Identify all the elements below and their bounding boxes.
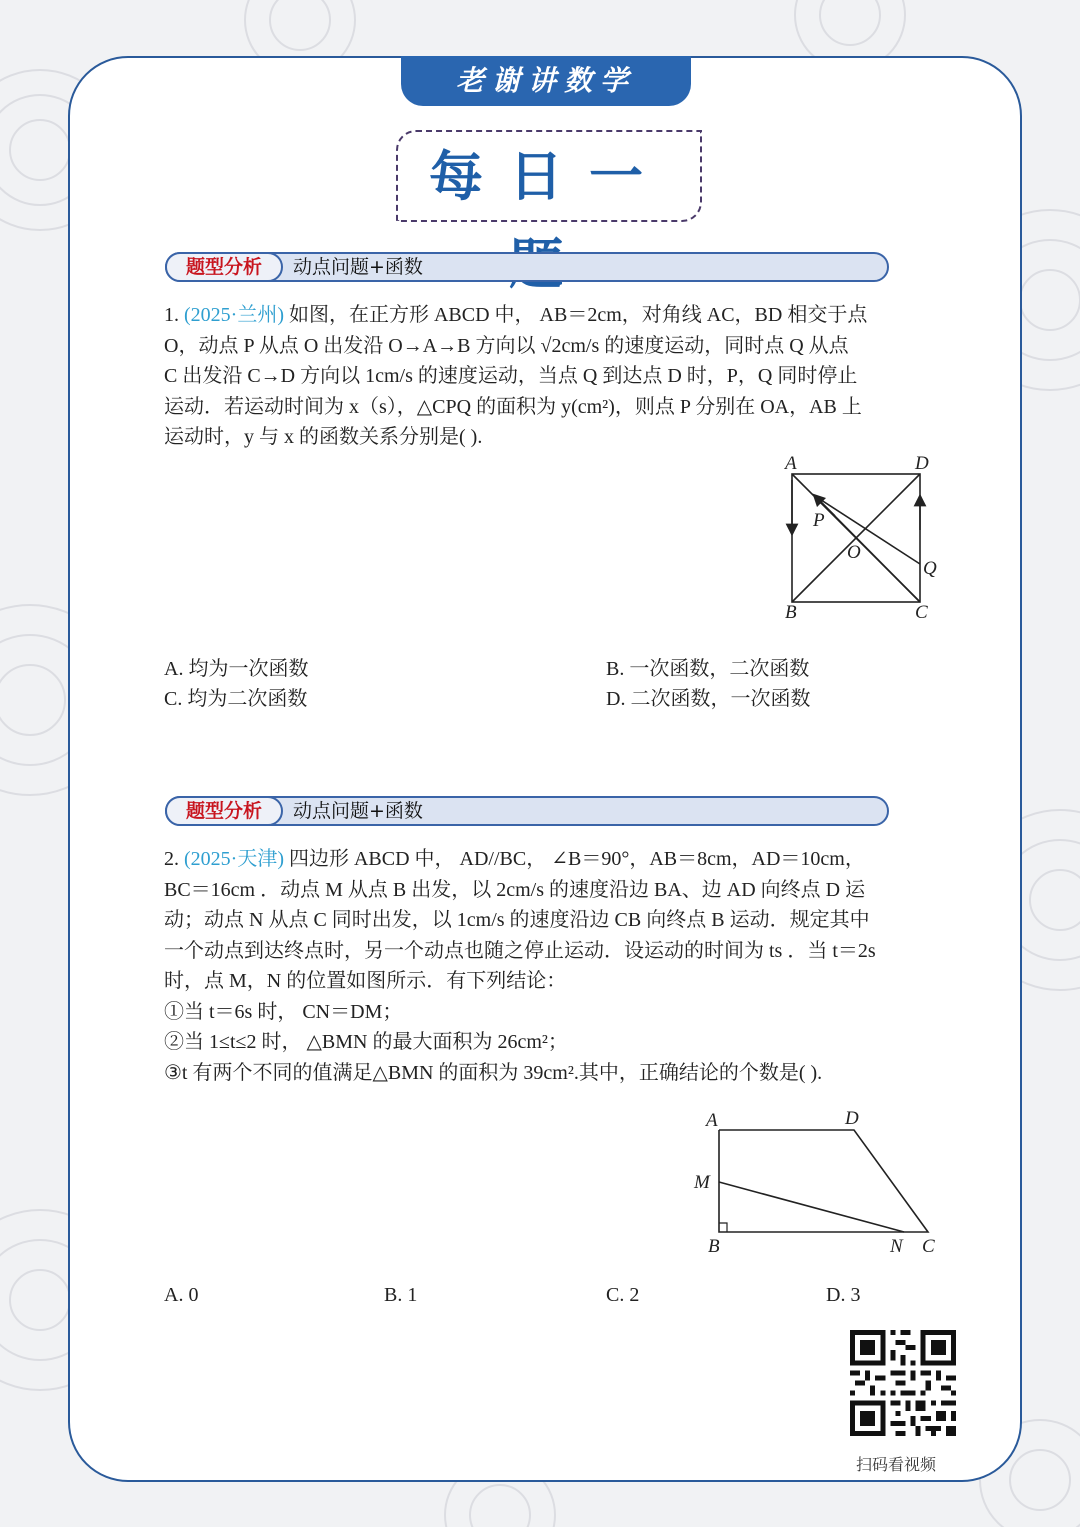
label-o: O [847, 542, 861, 563]
label-b: B [785, 602, 797, 623]
problem-number: 2. [164, 848, 179, 870]
option-d: D. 二次函数，一次函数 [606, 688, 811, 710]
brand-tab: 老谢讲数学 [401, 56, 691, 106]
problem-line: C 出发沿 C→D 方向以 1cm/s 的速度运动，当点 Q 到达点 D 时，P，Q 同时停止 [164, 365, 858, 387]
qr-code[interactable] [850, 1330, 956, 1436]
label-a: A [706, 1110, 718, 1131]
problem-line: 动；动点 N 从点 C 同时出发，以 1cm/s 的速度沿边 CB 向终点 B 运动．规定其中 [164, 909, 870, 931]
option-b: B. 1 [384, 1284, 418, 1306]
problem-line: 运动．若运动时间为 x（s），△CPQ 的面积为 y(cm²)，则点 P 分别在 OA，AB 上 [164, 395, 862, 418]
problem-line: ②当 1≤t≤2 时， △BMN 的最大面积为 26cm²； [164, 1031, 568, 1053]
label-q: Q [923, 558, 937, 579]
problem-line: BC＝16cm ．动点 M 从点 B 出发，以 2cm/s 的速度沿边 BA、边 AD 向终点 D 运 [164, 878, 866, 901]
label-c: C [922, 1236, 935, 1257]
section-tag: 题型分析 [165, 796, 283, 826]
section-bar-1 [165, 252, 889, 282]
problem-line: 如图，在正方形 ABCD 中， AB＝2cm，对角线 AC，BD 相交于点 [288, 304, 868, 326]
label-a: A [785, 453, 797, 474]
problem-line: ①当 t＝6s 时， CN＝DM； [164, 1000, 403, 1023]
problem-line: 四边形 ABCD 中， AD//BC， ∠B＝90°，AB＝8cm，AD＝10cm， [288, 848, 865, 870]
option-d: D. 3 [826, 1284, 861, 1306]
trapezoid-outline [719, 1130, 928, 1232]
option-a: A. 0 [164, 1284, 199, 1306]
option-b: B. 一次函数，二次函数 [606, 658, 810, 680]
section-title: 动点问题+函数 [293, 256, 423, 278]
problem-source: (2025·天津) [184, 848, 284, 870]
segment-mn [719, 1182, 904, 1232]
square-figure [775, 450, 950, 625]
label-d: D [915, 453, 929, 474]
label-n: N [890, 1236, 903, 1257]
section-title: 动点问题+函数 [293, 800, 423, 822]
option-a: A. 均为一次函数 [164, 658, 309, 680]
label-m: M [694, 1172, 710, 1193]
option-c: C. 均为二次函数 [164, 688, 308, 710]
section-bar-2 [165, 796, 889, 826]
trapezoid-figure [690, 1100, 950, 1260]
problem-line: 时，点 M，N 的位置如图所示．有下列结论： [164, 970, 567, 992]
label-b: B [708, 1236, 720, 1257]
segment-qp [815, 496, 920, 564]
label-p: P [813, 510, 825, 531]
option-c: C. 2 [606, 1284, 640, 1306]
label-d: D [845, 1108, 859, 1129]
section-tag: 题型分析 [165, 252, 283, 282]
problem-1-text [164, 300, 939, 453]
page-title: 每日一 [396, 130, 702, 222]
problem-line: 一个动点到达终点时，另一个动点也随之停止运动．设运动的时间为 ts ．当 t＝2s [164, 939, 876, 962]
problem-source: (2025·兰州) [184, 304, 284, 326]
problem-line: ③t 有两个不同的值满足△BMN 的面积为 39cm².其中，正确结论的个数是( ). [164, 1061, 823, 1084]
problem-2-text [164, 844, 939, 1088]
qr-caption: 扫码看视频 [856, 1455, 937, 1474]
problem-line: 运动时，y 与 x 的函数关系分别是( ). [164, 426, 483, 448]
problem-number: 1. [164, 304, 179, 326]
problem-line: O，动点 P 从点 O 出发沿 O→A→B 方向以 √2cm/s 的速度运动，同时点 Q 从点 [164, 334, 849, 357]
label-c: C [915, 602, 928, 623]
right-angle-mark [719, 1223, 727, 1232]
